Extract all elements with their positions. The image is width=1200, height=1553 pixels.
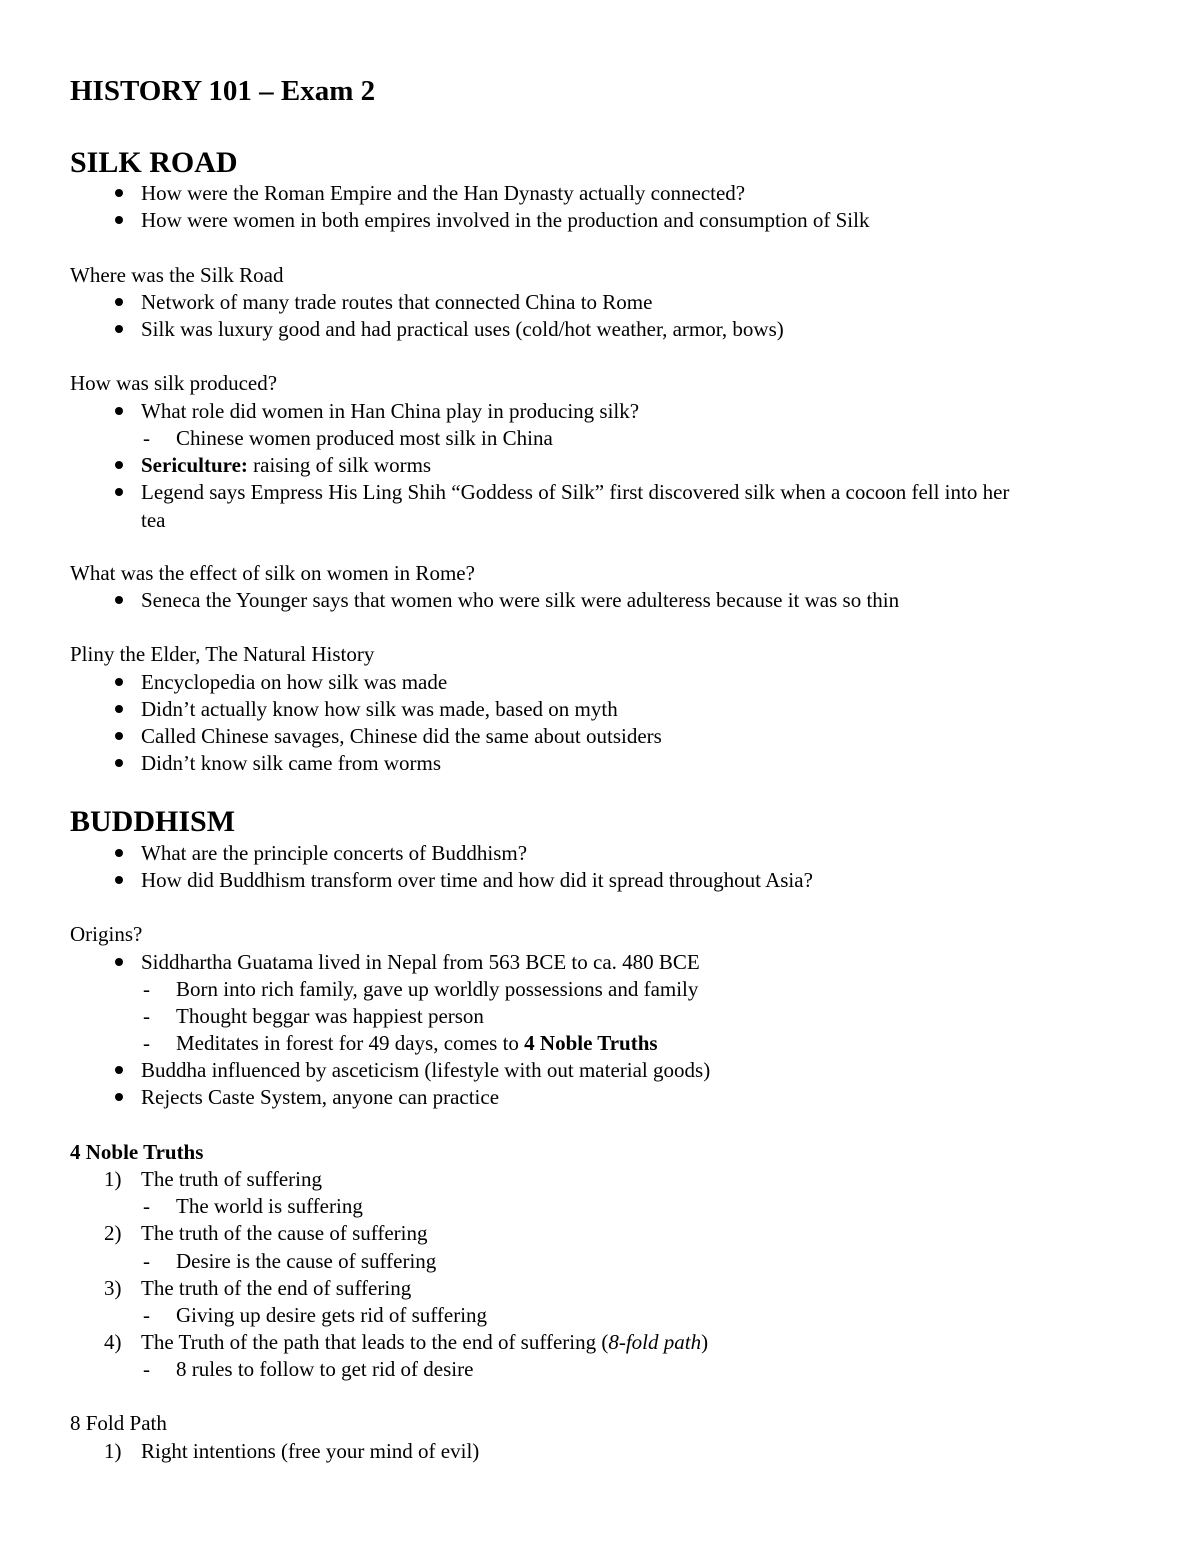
list-item: Seneca the Younger says that women who were silk were adulteress because it was so thin [141, 588, 900, 612]
dash-icon: - [143, 977, 150, 1001]
bullet-icon [115, 189, 123, 197]
bullet-icon [115, 325, 123, 333]
bullet-icon [115, 1093, 123, 1101]
list-item: How were the Roman Empire and the Han Dynasty actually connected? [141, 181, 746, 205]
list-item: Called Chinese savages, Chinese did the same about outsiders [141, 724, 662, 748]
sub-list-item: Chinese women produced most silk in China [176, 426, 553, 450]
dash-icon: - [143, 1194, 150, 1218]
list-item: Didn’t know silk came from worms [141, 751, 441, 775]
subsection-label: 8 Fold Path [70, 1411, 167, 1435]
item-text: The Truth of the path that leads to the end of suffering ( [141, 1330, 609, 1354]
sub-item-text: Meditates in forest for 49 days, comes to [176, 1031, 525, 1055]
subsection-label: Pliny the Elder, The Natural History [70, 642, 375, 666]
list-item-continuation: tea [141, 508, 166, 532]
sub-item-bold-term: 4 Noble Truths [524, 1031, 658, 1055]
list-item: Network of many trade routes that connected China to Rome [141, 290, 653, 314]
list-item: Siddhartha Guatama lived in Nepal from 563 BCE to ca. 480 BCE [141, 950, 700, 974]
numbered-item: The truth of the cause of suffering [141, 1221, 428, 1245]
list-number: 3) [104, 1276, 122, 1300]
document-title: HISTORY 101 – Exam 2 [70, 75, 376, 107]
bullet-icon [115, 759, 123, 767]
subsection-label: Where was the Silk Road [70, 263, 284, 287]
subsection-label: What was the effect of silk on women in Rome? [70, 561, 475, 585]
bullet-icon [115, 488, 123, 496]
section-heading-buddhism: BUDDHISM [70, 805, 236, 838]
numbered-item: The truth of suffering [141, 1167, 322, 1191]
bullet-icon [115, 1066, 123, 1074]
list-item: Silk was luxury good and had practical uses (cold/hot weather, armor, bows) [141, 317, 784, 341]
subsection-label: Origins? [70, 922, 143, 946]
bullet-icon [115, 596, 123, 604]
bullet-icon [115, 216, 123, 224]
list-item: Buddha influenced by asceticism (lifestyle with out material goods) [141, 1058, 711, 1082]
numbered-item: Right intentions (free your mind of evil) [141, 1439, 480, 1463]
list-item: What role did women in Han China play in producing silk? [141, 399, 640, 423]
numbered-item: The truth of the end of suffering [141, 1276, 412, 1300]
list-item: Encyclopedia on how silk was made [141, 670, 448, 694]
sub-list-item [176, 1033, 658, 1054]
term-definition: raising of silk worms [247, 453, 432, 477]
sub-list-item: Born into rich family, gave up worldly possessions and family [176, 977, 699, 1001]
bullet-icon [115, 849, 123, 857]
bullet-icon [115, 732, 123, 740]
list-number: 2) [104, 1221, 122, 1245]
list-number: 1) [104, 1439, 122, 1463]
numbered-item [141, 1332, 708, 1353]
bullet-icon [115, 298, 123, 306]
dash-icon: - [143, 1031, 150, 1055]
subsection-label: How was silk produced? [70, 371, 278, 395]
list-item: How were women in both empires involved in the production and consumption of Silk [141, 208, 870, 232]
subsection-heading-noble-truths: 4 Noble Truths [70, 1140, 204, 1164]
sub-list-item: 8 rules to follow to get rid of desire [176, 1357, 474, 1381]
list-item: Rejects Caste System, anyone can practice [141, 1085, 500, 1109]
list-number: 4) [104, 1330, 122, 1354]
bullet-icon [115, 876, 123, 884]
sub-list-item: The world is suffering [176, 1194, 363, 1218]
item-italic-term: 8-fold path [608, 1330, 702, 1354]
sub-list-item: Desire is the cause of suffering [176, 1249, 437, 1273]
bullet-icon [115, 705, 123, 713]
bullet-icon [115, 407, 123, 415]
list-item: What are the principle concerts of Buddhism? [141, 841, 528, 865]
list-item: How did Buddhism transform over time and how did it spread throughout Asia? [141, 868, 813, 892]
list-number: 1) [104, 1167, 122, 1191]
dash-icon: - [143, 1004, 150, 1028]
sub-list-item: Thought beggar was happiest person [176, 1004, 484, 1028]
bullet-icon [115, 958, 123, 966]
bullet-icon [115, 461, 123, 469]
section-heading-silk-road: SILK ROAD [70, 146, 238, 179]
list-item: Legend says Empress His Ling Shih “Goddess of Silk” first discovered silk when a cocoon fell into her [141, 480, 1010, 504]
bullet-icon [115, 678, 123, 686]
dash-icon: - [143, 426, 150, 450]
term-sericulture: Sericulture: [141, 453, 248, 477]
dash-icon: - [143, 1303, 150, 1327]
dash-icon: - [143, 1357, 150, 1381]
dash-icon: - [143, 1249, 150, 1273]
list-item: Didn’t actually know how silk was made, based on myth [141, 697, 618, 721]
list-item [141, 455, 431, 476]
sub-list-item: Giving up desire gets rid of suffering [176, 1303, 488, 1327]
item-text-close: ) [701, 1330, 709, 1354]
